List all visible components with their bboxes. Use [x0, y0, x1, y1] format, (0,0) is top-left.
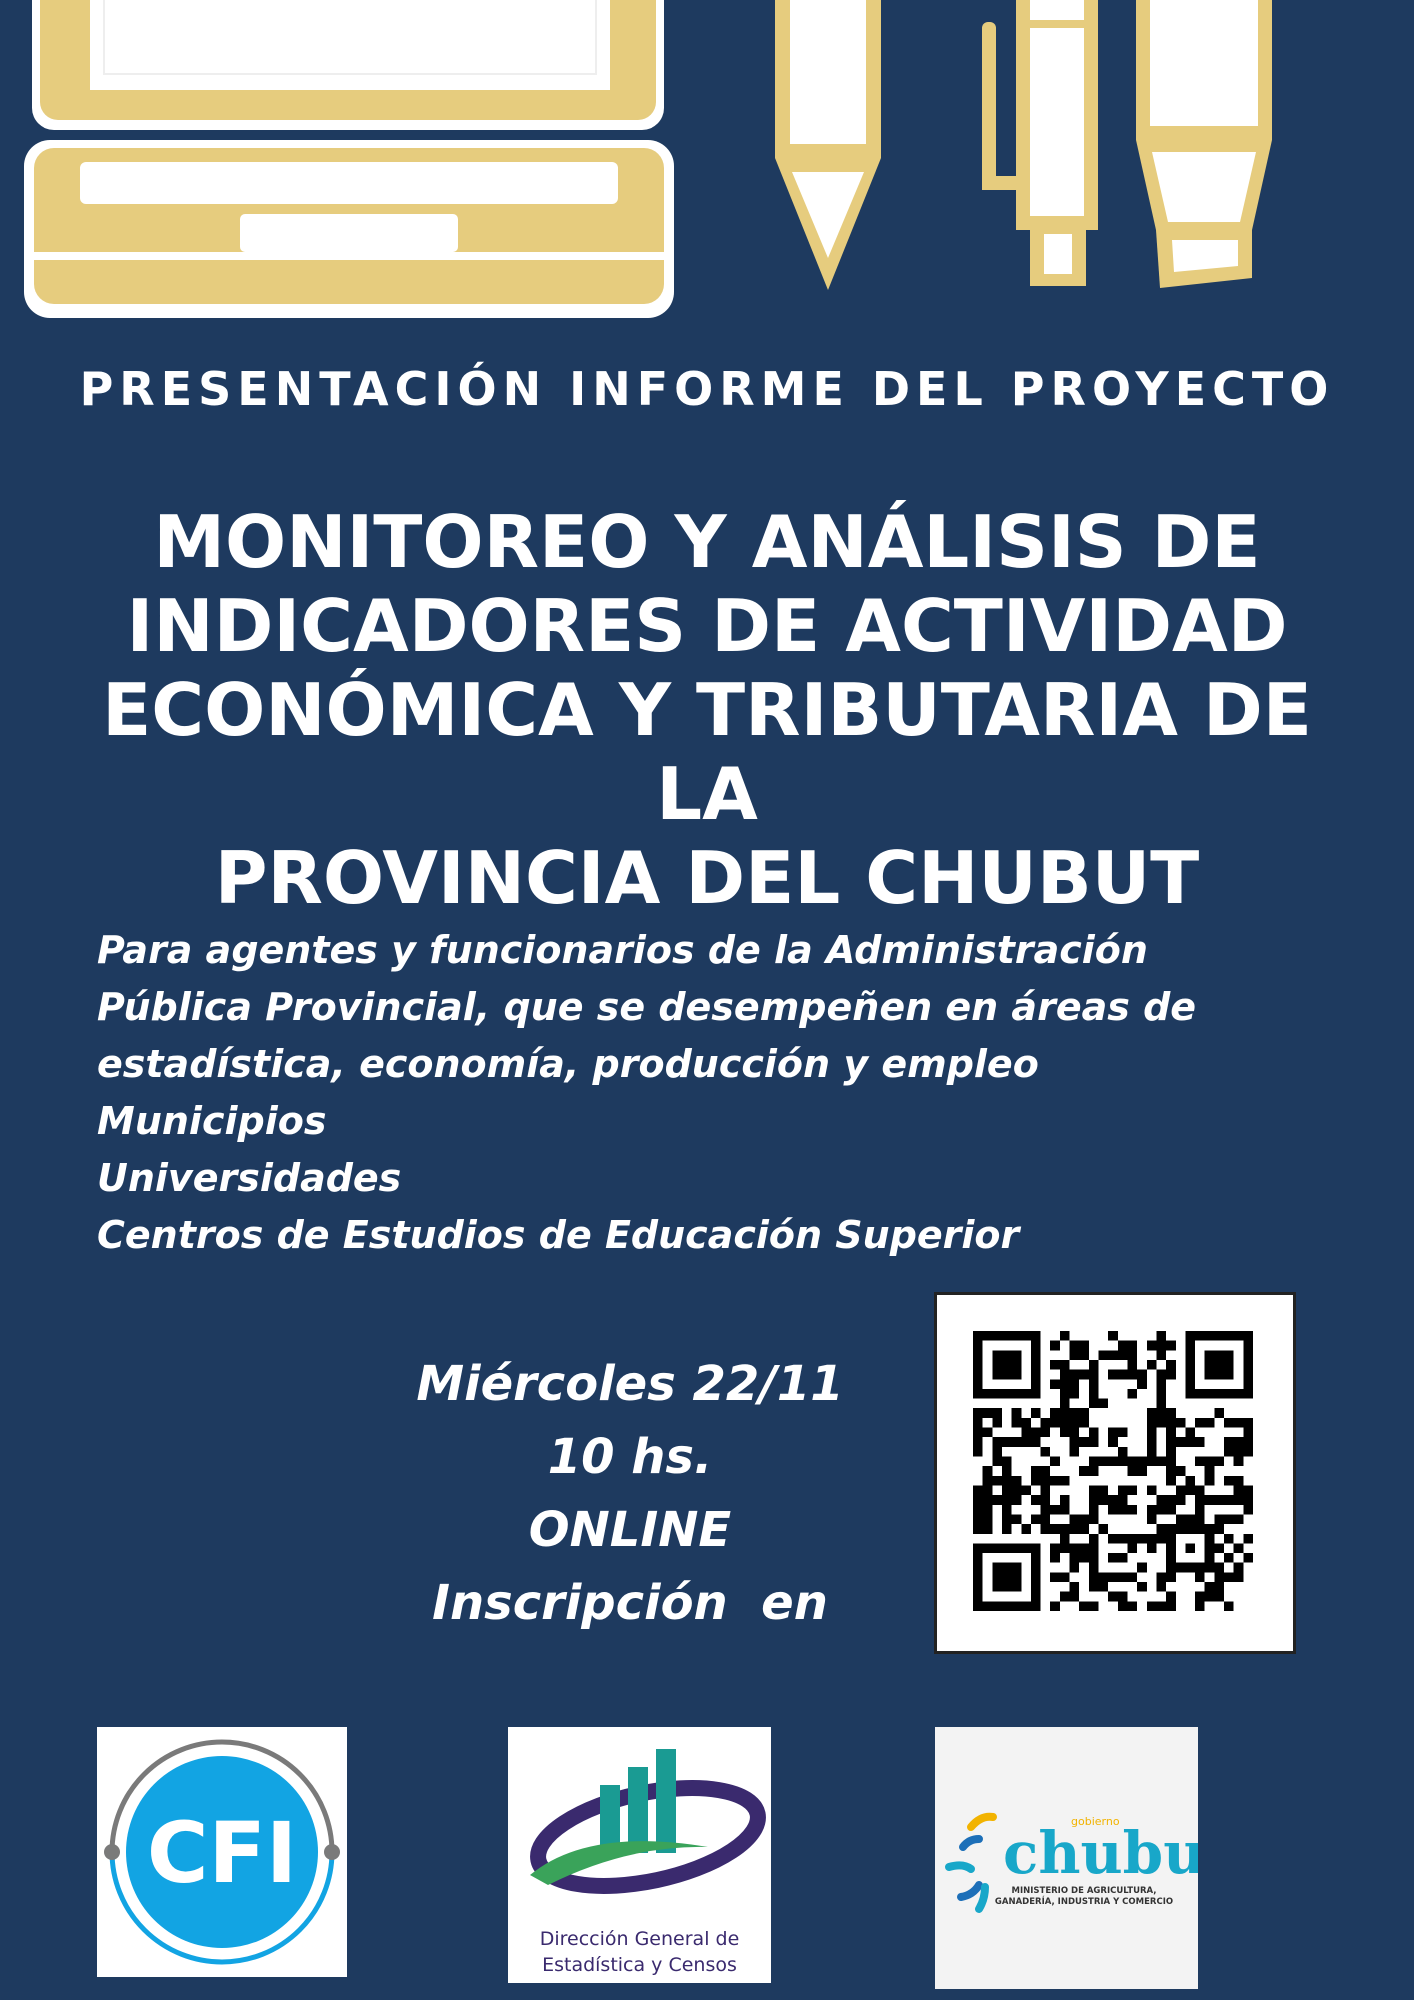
registration-qr-code[interactable] [934, 1292, 1296, 1654]
title-line: INDICADORES DE ACTIVIDAD [126, 584, 1288, 668]
title-line: MONITOREO Y ANÁLISIS DE [153, 500, 1261, 584]
chubut-name-text: chubu [1003, 1819, 1198, 1887]
qr-code-icon [973, 1331, 1253, 1611]
chubut-ministry-line2: GANADERÍA, INDUSTRIA Y COMERCIO [994, 1897, 1174, 1907]
event-details [380, 1348, 880, 1640]
laptop-icon [24, 0, 674, 318]
event-mode: ONLINE [528, 1502, 732, 1558]
highlighter-icon [1136, 0, 1272, 288]
audience-line: Pública Provincial, que se desempeñen en áreas de [97, 985, 1197, 1029]
stationery-illustration [0, 0, 1414, 330]
title-line: PROVINCIA DEL CHUBUT [214, 836, 1200, 920]
statistics-bars-icon [508, 1727, 771, 1917]
dgec-name-line2: Estadística y Censos [542, 1954, 737, 1976]
pen-icon [982, 0, 1098, 286]
title-line: ECONÓMICA Y TRIBUTARIA DE LA [102, 668, 1312, 836]
project-title [40, 500, 1374, 920]
dgec-name-line1: Dirección General de [539, 1928, 740, 1950]
event-registration: Inscripción en [432, 1575, 828, 1631]
dgec-logo [508, 1727, 771, 1983]
cfi-logo-icon [97, 1727, 347, 1977]
audience-line: Universidades [97, 1156, 402, 1200]
audience-line: Municipios [97, 1099, 327, 1143]
event-time: 10 hs. [547, 1429, 713, 1485]
chubut-ministry-line1: MINISTERIO DE AGRICULTURA, [1011, 1886, 1157, 1896]
audience-line: Para agentes y funcionarios de la Administración [97, 928, 1148, 972]
chubut-logo-icon [935, 1727, 1198, 1989]
audience-line: Centros de Estudios de Educación Superior [97, 1213, 1020, 1257]
event-date: Miércoles 22/11 [416, 1356, 844, 1412]
kicker-heading: PRESENTACIÓN INFORME DEL PROYECTO [79, 362, 1335, 416]
audience-line: estadística, economía, producción y empleo [97, 1042, 1039, 1086]
chubut-sun-icon [949, 1817, 993, 1909]
pencil-icon [775, 0, 881, 290]
cfi-logo-text: CFI [146, 1804, 298, 1902]
chubut-logo [935, 1727, 1198, 1989]
audience-list [97, 922, 1347, 1264]
chubut-small-text: gobierno [1071, 1815, 1120, 1828]
cfi-logo [97, 1727, 347, 1977]
